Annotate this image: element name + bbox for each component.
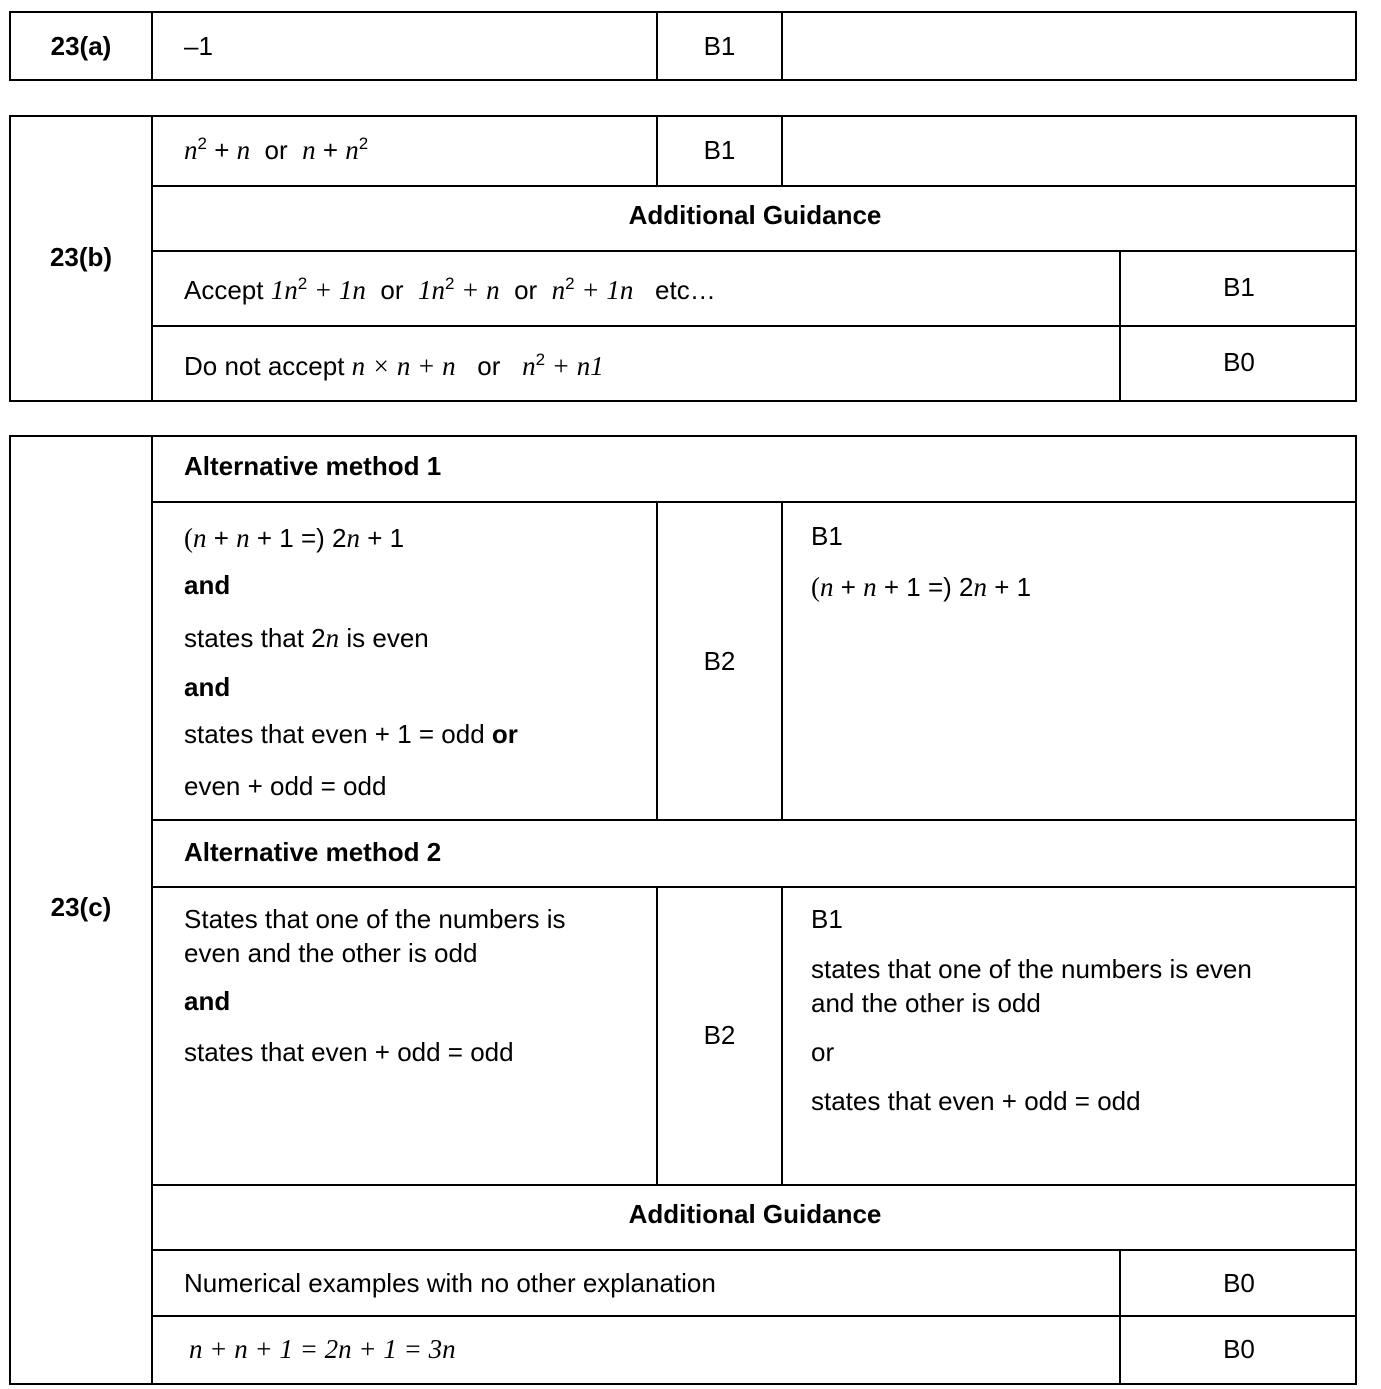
divider: [151, 886, 1357, 888]
alt1-partial-line: [811, 572, 1031, 602]
alt1-title: Alternative method 1: [184, 451, 442, 481]
table-23b: [9, 115, 1357, 402]
math-expr: 1n: [270, 275, 298, 305]
and-text: and: [184, 672, 231, 702]
divider: [151, 501, 1357, 503]
alt1-partial-mark: B1: [811, 521, 843, 551]
alt1-line: [184, 623, 429, 653]
math-expr: n: [522, 351, 536, 381]
alt2-line: States that one of the numbers is: [184, 904, 566, 934]
divider: [151, 1315, 1357, 1317]
alt2-partial-mark: B1: [811, 904, 843, 934]
guidance-row: [184, 275, 716, 305]
math-expr: + n1: [545, 351, 604, 381]
guidance-text: Do not accept: [184, 351, 352, 381]
or-text: or: [455, 351, 523, 381]
divider: [151, 437, 153, 1383]
alt1-line: even + odd = odd: [184, 771, 387, 801]
math-var: n: [345, 135, 359, 165]
op: +: [833, 572, 864, 602]
math-var: n: [863, 572, 877, 602]
alt2-line: states that even + odd = odd: [184, 1037, 514, 1067]
op: + 1: [359, 523, 405, 553]
op: +: [315, 135, 346, 165]
math-expr: 1n: [417, 275, 445, 305]
alt1-line: [184, 719, 518, 749]
guidance-text: etc…: [633, 275, 716, 305]
exponent: 2: [358, 134, 369, 153]
math-paren: (: [184, 523, 193, 553]
mark: B1: [703, 135, 736, 165]
table-23a: [9, 11, 1357, 81]
guidance-mark: B1: [1223, 272, 1255, 302]
math-expr: + 1n: [307, 275, 366, 305]
alt2-line: even and the other is odd: [184, 938, 478, 968]
math-expr: + n: [454, 275, 500, 305]
question-label: 23(a): [50, 31, 112, 61]
exponent: 2: [197, 134, 207, 153]
alt2-partial-line: states that one of the numbers is even: [811, 954, 1252, 984]
guidance-text: Accept: [184, 275, 271, 305]
guidance-math: n + n + 1 = 2n + 1 = 3n: [189, 1334, 456, 1364]
text: is even: [339, 623, 429, 653]
math-expr: n: [551, 275, 566, 305]
alt2-mark: B2: [703, 1020, 736, 1050]
math-var: n: [973, 572, 987, 602]
or-text: or: [491, 719, 518, 749]
math-var: n: [236, 135, 251, 165]
and-text: and: [184, 570, 231, 600]
math-expr: n × n + n: [351, 351, 456, 381]
or-text: or: [365, 275, 418, 305]
divider: [151, 13, 153, 79]
answer: –1: [184, 31, 213, 61]
exponent: 2: [444, 274, 455, 293]
guidance-text: Numerical examples with no other explanation: [184, 1268, 716, 1298]
text: states that even + 1 = odd: [184, 719, 492, 749]
op: + 1 =) 2: [249, 523, 347, 553]
divider: [151, 117, 153, 400]
text: states that 2: [184, 623, 326, 653]
alt2-partial-line: states that even + odd = odd: [811, 1086, 1141, 1116]
math-var: n: [820, 572, 834, 602]
and-text: and: [184, 986, 231, 1016]
exponent: 2: [535, 350, 546, 369]
op: +: [206, 135, 237, 165]
or-text: or: [250, 135, 303, 165]
alt1-mark: B2: [703, 646, 736, 676]
question-label: 23(b): [49, 242, 113, 272]
table-23c: [9, 435, 1357, 1385]
divider: [151, 185, 1357, 187]
alt1-line: [184, 523, 404, 553]
exponent: 2: [565, 274, 575, 293]
or-text: or: [811, 1037, 835, 1067]
answer: [184, 135, 368, 165]
divider: [151, 819, 1357, 821]
math-var: n: [236, 523, 250, 553]
exponent: 2: [297, 274, 308, 293]
math-paren: (: [811, 572, 820, 602]
or-text: or: [499, 275, 552, 305]
guidance-mark: B0: [1223, 1334, 1255, 1364]
guidance-row: [184, 351, 604, 381]
divider: [781, 886, 783, 1184]
guidance-mark: B0: [1223, 1268, 1255, 1298]
alt2-partial-line: and the other is odd: [811, 988, 1041, 1018]
alt2-title: Alternative method 2: [184, 837, 442, 867]
divider: [151, 325, 1357, 327]
math-var: n: [193, 523, 207, 553]
divider: [151, 250, 1357, 252]
math-var: n: [346, 523, 360, 553]
math-var: n: [325, 623, 340, 653]
op: + 1 =) 2: [876, 572, 974, 602]
guidance-title: Additional Guidance: [628, 200, 882, 230]
divider: [151, 1184, 1357, 1186]
op: +: [206, 523, 237, 553]
math-var: n: [302, 135, 316, 165]
mark: B1: [703, 31, 736, 61]
guidance-title: Additional Guidance: [628, 1199, 882, 1229]
divider: [781, 501, 783, 819]
guidance-mark: B0: [1223, 347, 1255, 377]
divider: [151, 1249, 1357, 1251]
divider: [781, 117, 783, 185]
divider: [781, 13, 783, 79]
math-var: n: [184, 135, 198, 165]
op: + 1: [986, 572, 1032, 602]
question-label: 23(c): [50, 892, 112, 922]
math-expr: + 1n: [574, 275, 634, 305]
